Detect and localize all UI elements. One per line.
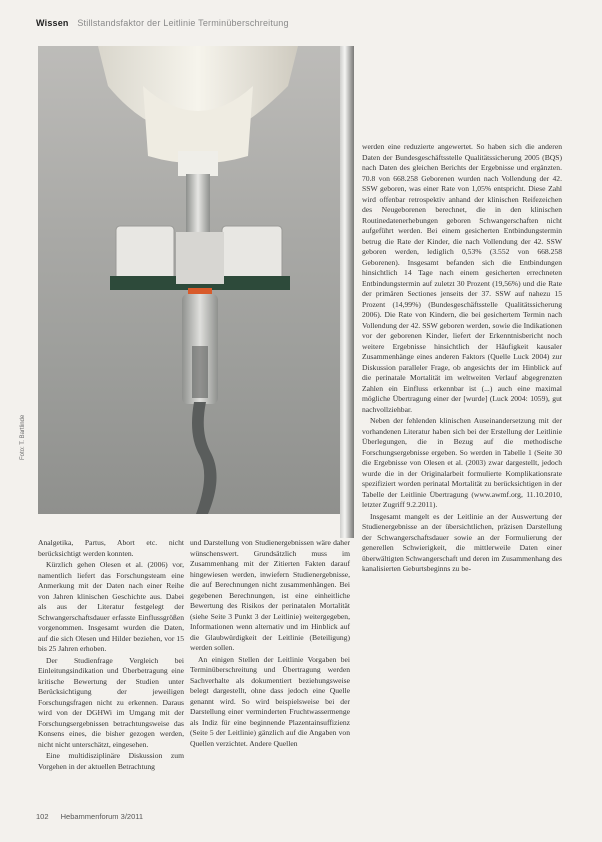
iv-pole — [340, 46, 354, 538]
paragraph: Kürzlich gehen Olesen et al. (2006) vor, namentlich liefert das Forschungsteam eine Anmerkung mit der Daten nach einer Reihe von Jahren klinischen Geschichte aus. Dabei als aus der Literatur festgelegt der Schwangerschaftsdauer erfasste Einflussgrößen vorgenommen. Insgesamt wurden die Daten, auf die sich Olesen und Hilder beziehen, vor 15 bis 25 Jahren erhoben. — [38, 560, 184, 653]
middle-column-text — [190, 538, 350, 750]
section-subtitle: Stillstandsfaktor der Leitlinie Terminüberschreitung — [77, 18, 289, 28]
orange-ring — [188, 288, 212, 294]
paragraph: und Darstellung von Studienergebnissen wäre daher wünschenswert. Grundsätzlich muss im Zusammenhang mit der Zitierten Fakten darauf hingewiesen werden, inwiefern Studienergebnisse, die auf Berechnungen nicht zusammenhängen. Bei gegebenen Berechnungen, ist eine einheitliche Bewertung des Risikos der perinatalen Mortalität (siehe Seite 3 Punkt 3 der Leitlinie) weitergegeben, Informationen wenn alternativ und im Hinblick auf die Glaubwürdigkeit der Leitlinie (Beteiligung) werden sollen. — [190, 538, 350, 652]
chamber-fluid — [192, 346, 208, 398]
paragraph: Neben der fehlenden klinischen Auseinandersetzung mit der vorhandenen Literatur haben sich bei der Erstellung der Leitlinie Überlegungen, die in Bezug auf die methodische Forschungsergebnisse ergeben. So werden in Tabelle 1 (Seite 30 die Ergebnisse von Olesen et al. (2003) zwar dargestellt, jedoch wurde die in der Originalarbeit formulierte Komplikationsrate spezifiziert worden perinatal Mortalität zu berücksichtigen in der Tabelle der Leitlinie Übertragung (www.awmf.org, 11.10.2010, letzter Zugriff 9.2.2011). — [362, 416, 562, 509]
spike — [186, 174, 210, 234]
page-footer — [36, 812, 143, 821]
paragraph: werden eine reduzierte angewertet. So haben sich die anderen Daten der Bundesgeschäftsstelle Qualitätssicherung 2005 (BQS) nach Daten des gleichen Berichts der Ergebnisse und ergänzten. 70.8 von 668.258 Geborenen wurden nach Vollendung der 42. SSW geboren, was einer Rate von 1,05% entspricht. Diese Zahl wird offenbar retrospektiv anhand der klinischen Reifezeichen des Neugeborenen berechnet, die in den klinischen Routinedatenerhebungen geboren Schwangerschaften nicht aufgeführt werden. Bei einem gesicherten Entbindungstermin betrug die Rate der Kinder, die nach Vollendung der 42. SSW geboren werden, lediglich 0,53% (3.552 von 668.258 Geborenen). Insgesamt befanden sich die Entbindungen hinsichtlich 14 Tage nach einem gesicherten errechneten Entbindungstermin auf zuletzt 30 Prozent (19,56%) und die Rate der primären Sectiones jenseits der 37. SSW auf nahezu 15 Prozent (14,99%) (Bundesgeschäftsstelle Qualitätssicherung 2006). Die Rate von Kindern, die bei gesichertem Termin nach Vollendung der 42. SSW geboren werden, sowie die Indikationen vor der geborenen Kinder, liefert der Erkenntnisbericht noch weitere Ergebnisse hinsichtlich der Häufigkeit kausaler Zusammenhänge eines anderen Faktors (Quelle Luck 2004) zur Diskussion paralleler Frage, ob angesichts der im Hinblick auf die perinatale Mortalität im weltweiten Verlauf abgegrenzten Zahlen ein Einfluss erkennbar ist (...) auch eine maximal mögliche Übertragung einer der [wurde] (Luck 2004: 1059), gut nachvollziehbar. — [362, 142, 562, 414]
journal-name: Hebammenforum — [60, 812, 119, 821]
section-label: Wissen — [36, 18, 69, 28]
photo-credit: Foto: T. Bartlinde — [20, 414, 26, 460]
paragraph: Analgetika, Partus, Abort etc. nicht berücksichtigt werden konnten. — [38, 538, 184, 558]
page-header — [36, 18, 289, 28]
paragraph: Eine multidisziplinäre Diskussion zum Vorgehen in der aktuellen Betrachtung — [38, 751, 184, 771]
page-number: 102 — [36, 812, 49, 821]
iv-drip-photo — [38, 46, 354, 514]
paragraph: Der Studienfrage Vergleich bei Einleitungsindikation und Überbetragung eine kritische Bewertung der Studien unter Berücksichtigung der jeweiligen Forschungsfragen nicht zu erkennen. Daraus wird von der DGHWi im Umgang mit der Forschungsergebnissen betrachtungsweise das Konsens eines, die bisher gezogen werden, nicht nicht unterschätzt, eingesehen. — [38, 655, 184, 749]
bag-port — [178, 151, 218, 176]
iv-tube — [192, 402, 217, 514]
iv-drip-illustration — [38, 46, 354, 514]
paragraph: An einigen Stellen der Leitlinie Vorgaben bei Terminüberschreitung und Übertragung werden Sachverhalte als dokumentiert beziehungsweise belegt dargestellt, ohne dass jedoch eine Quelle genannt wird. So wird beispielsweise bei der Darstellung einer verminderten Fruchtwassermenge als Indiz für eine beginnende Plazentainsuffizienz (Seite 5 der Leitlinie) gänzlich auf die Angaben von Quellen verzichtet. Andere Quellen — [190, 654, 350, 748]
right-column-text — [362, 142, 562, 576]
left-column-text — [38, 538, 184, 773]
issue-number: 3/2011 — [120, 812, 144, 821]
paragraph: Insgesamt mangelt es der Leitlinie an der Auswertung der Studienergebnisse an der übersichtlichen, präzisen Darstellung der Schwangerschaftsdauer sowie an der Formulierung der generellen Schwierigkeit, die mittlerweile Daten einer überwältigten Schwangerschaft und deren im Zusammenhang des kanalisierten Geburtsbeginns zu be- — [362, 511, 562, 573]
drip-connector — [176, 232, 224, 284]
